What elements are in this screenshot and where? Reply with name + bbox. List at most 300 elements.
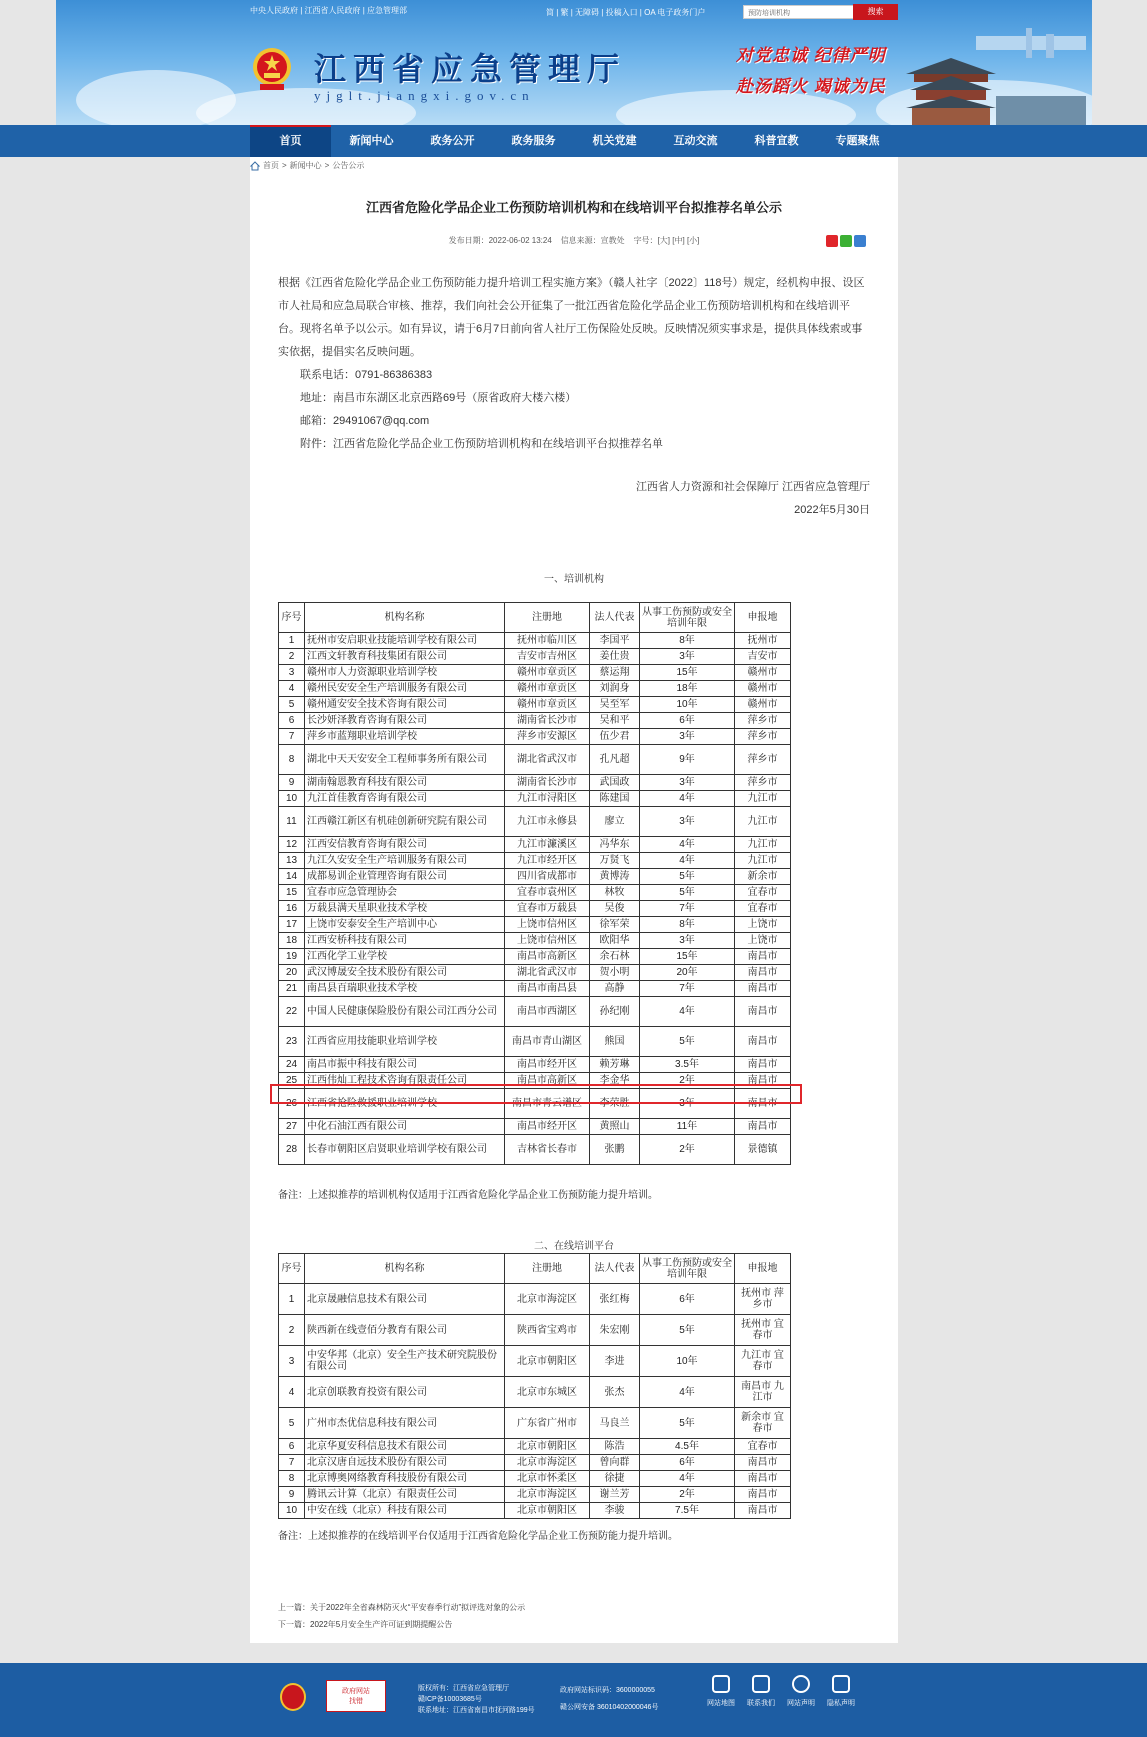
site-footer	[0, 1663, 1147, 1737]
table-cell: 南昌市	[735, 949, 791, 965]
section-1-title: 一、培训机构	[544, 574, 604, 585]
table-cell: 南昌市	[735, 965, 791, 981]
table-cell: 陈建国	[590, 791, 640, 807]
table-cell: 萍乡市	[735, 713, 791, 729]
table-cell: 5	[279, 1408, 305, 1439]
table-cell: 23	[279, 1027, 305, 1057]
table-row	[279, 807, 791, 837]
breadcrumb	[250, 160, 364, 171]
footer-copyright: 版权所有：江西省应急管理厅	[418, 1685, 509, 1692]
footer-codes	[560, 1685, 658, 1713]
gov-site-badge[interactable]	[326, 1680, 386, 1712]
table-cell: 南昌市青山湖区	[505, 1027, 590, 1057]
table-cell: 26	[279, 1089, 305, 1119]
table-cell: 廖立	[590, 807, 640, 837]
table-cell: 徐捷	[590, 1471, 640, 1487]
table-cell: 萍乡市安源区	[505, 729, 590, 745]
table-cell: 4年	[640, 837, 735, 853]
table-cell: 南昌市	[735, 1119, 791, 1135]
table-cell: 孙纪刚	[590, 997, 640, 1027]
table-cell: 万贤飞	[590, 853, 640, 869]
table-cell: 16	[279, 901, 305, 917]
contact-email: 邮箱：29491067@qq.com	[300, 415, 430, 427]
table-cell: 9	[279, 1487, 305, 1503]
table-cell: 南昌市南昌县	[505, 981, 590, 997]
party-logo-icon	[280, 1683, 306, 1711]
contact-phone: 联系电话：0791-86386383	[300, 369, 433, 381]
table-cell: 赣州市章贡区	[505, 697, 590, 713]
table-cell: 2	[279, 1315, 305, 1346]
table-cell: 武国政	[590, 775, 640, 791]
statement-link[interactable]	[786, 1675, 816, 1708]
table-cell: 8	[279, 1471, 305, 1487]
table-cell: 谢兰芳	[590, 1487, 640, 1503]
table-cell: 南昌市	[735, 1057, 791, 1073]
table-cell: 赣州市	[735, 681, 791, 697]
table-cell: 24	[279, 1057, 305, 1073]
table-cell: 18年	[640, 681, 735, 697]
table-cell: 吉安市	[735, 649, 791, 665]
table-cell: 4	[279, 681, 305, 697]
table-cell: 曾向群	[590, 1455, 640, 1471]
document-icon	[832, 1675, 850, 1693]
nav-topics[interactable]: 专题聚焦	[835, 135, 880, 147]
table-cell: 15年	[640, 949, 735, 965]
table-cell: 7	[279, 729, 305, 745]
table-cell: 九江首佳教育咨询有限公司	[305, 791, 505, 807]
table-cell: 7年	[640, 981, 735, 997]
table-cell: 湖北省武汉市	[505, 965, 590, 981]
table-cell: 萍乡市	[735, 775, 791, 791]
table-cell: 李金华	[590, 1073, 640, 1089]
table-cell: 李进	[590, 1346, 640, 1377]
table-header-cell: 机构名称	[305, 1254, 505, 1284]
font-size-large[interactable]: [大]	[657, 236, 671, 245]
table-header-cell: 注册地	[505, 603, 590, 633]
table-cell: 熊国	[590, 1027, 640, 1057]
table-cell: 九江市	[735, 853, 791, 869]
table-cell: 3年	[640, 729, 735, 745]
breadcrumb-news[interactable]: 新闻中心	[289, 161, 322, 170]
table-cell: 黄博涛	[590, 869, 640, 885]
nav-interaction[interactable]: 互动交流	[673, 135, 718, 147]
table-cell: 27	[279, 1119, 305, 1135]
table-row	[279, 965, 791, 981]
table-cell: 九江市濂溪区	[505, 837, 590, 853]
table-cell: 5	[279, 697, 305, 713]
table-cell: 九江市	[735, 837, 791, 853]
table-row	[279, 791, 791, 807]
table-cell: 张红梅	[590, 1284, 640, 1315]
table-cell: 张鹏	[590, 1135, 640, 1165]
table-cell: 新余市	[735, 869, 791, 885]
site-title: 江西省应急管理厅	[314, 50, 627, 88]
table-cell: 12	[279, 837, 305, 853]
breadcrumb-sep: >	[282, 161, 287, 170]
table-cell: 上饶市安泰安全生产培训中心	[305, 917, 505, 933]
table-cell: 4年	[640, 791, 735, 807]
table-cell: 1	[279, 1284, 305, 1315]
table-cell: 南昌市	[735, 1487, 791, 1503]
table-cell: 马良兰	[590, 1408, 640, 1439]
table-cell: 吉安市吉州区	[505, 649, 590, 665]
table-cell: 19	[279, 949, 305, 965]
table-cell: 南昌市	[735, 1073, 791, 1089]
search-button[interactable]: 搜索	[853, 4, 898, 20]
table-cell: 7	[279, 1455, 305, 1471]
table-cell: 腾讯云计算（北京）有限责任公司	[305, 1487, 505, 1503]
table-cell: 南昌市	[735, 1471, 791, 1487]
table-cell: 萍乡市蓝翔职业培训学校	[305, 729, 505, 745]
table-cell: 李骏	[590, 1503, 640, 1519]
main-nav	[0, 125, 1147, 157]
table-header-cell: 序号	[279, 603, 305, 633]
table-cell: 南昌市经开区	[505, 1057, 590, 1073]
table-cell: 抚州市安启职业技能培训学校有限公司	[305, 633, 505, 649]
privacy-link[interactable]	[826, 1675, 856, 1708]
table-cell: 江西化学工业学校	[305, 949, 505, 965]
breadcrumb-sep: >	[324, 161, 330, 170]
table-row	[279, 1057, 791, 1073]
table-cell: 3年	[640, 933, 735, 949]
table-cell: 朱宏刚	[590, 1315, 640, 1346]
nav-home[interactable]: 首页	[250, 125, 331, 157]
table-cell: 冯华东	[590, 837, 640, 853]
table-cell: 余石林	[590, 949, 640, 965]
table-row	[279, 1315, 791, 1346]
table-row	[279, 1284, 791, 1315]
footer-police[interactable]: 赣公网安备 36010402000046号	[560, 1704, 659, 1711]
table-header-cell: 机构名称	[305, 603, 505, 633]
table-cell: 伍少君	[590, 729, 640, 745]
table-row	[279, 1503, 791, 1519]
nav-gov-info[interactable]: 政务公开	[430, 135, 475, 147]
chat-icon	[792, 1675, 810, 1693]
table-cell: 中安在线（北京）科技有限公司	[305, 1503, 505, 1519]
table-cell: 赣州市	[735, 665, 791, 681]
footer-address: 联系地址：江西省南昌市抚河路199号	[418, 1707, 535, 1714]
table-cell: 吴和平	[590, 713, 640, 729]
top-links-right[interactable]: 简 | 繁 | 无障碍 | 投稿入口 | OA 电子政务门户	[546, 8, 706, 17]
table-cell: 萍乡市	[735, 729, 791, 745]
table-row	[279, 713, 791, 729]
table-cell: 7年	[640, 901, 735, 917]
table-row	[279, 729, 791, 745]
table-cell: 2年	[640, 1135, 735, 1165]
slogan-line-2: 赴汤蹈火 竭诚为民	[736, 77, 886, 96]
footer-icp[interactable]: 赣ICP备10003685号	[418, 1696, 482, 1703]
table-cell: 5年	[640, 1315, 735, 1346]
table-cell: 赣州市章贡区	[505, 681, 590, 697]
table-cell: 上饶市	[735, 933, 791, 949]
table-cell: 5年	[640, 885, 735, 901]
table-row	[279, 775, 791, 791]
info-source: 信息来源：宣教处	[560, 236, 625, 245]
table-cell: 北京市海淀区	[505, 1284, 590, 1315]
table-cell: 南昌市	[735, 1027, 791, 1057]
search-input[interactable]: 预防培训机构	[743, 5, 883, 19]
table-row	[279, 1346, 791, 1377]
table-row	[279, 1408, 791, 1439]
section-2-title: 二、在线培训平台	[534, 1241, 614, 1252]
table-row	[279, 665, 791, 681]
table-cell: 南昌市高新区	[505, 1073, 590, 1089]
table-cell: 新余市 宜春市	[735, 1408, 791, 1439]
more-share-icon[interactable]	[854, 235, 866, 247]
table-header-cell: 从事工伤预防或安全培训年限	[640, 603, 735, 633]
statement-label: 网站声明	[787, 1700, 815, 1707]
table-cell: 九江市永修县	[505, 807, 590, 837]
table-cell: 抚州市	[735, 633, 791, 649]
table-cell: 南昌市西湖区	[505, 997, 590, 1027]
font-size-medium[interactable]: [中]	[672, 236, 685, 245]
table-row	[279, 949, 791, 965]
pavilion-illustration	[906, 26, 1086, 125]
table-cell: 刘润身	[590, 681, 640, 697]
table-cell: 18	[279, 933, 305, 949]
table-header-cell: 申报地	[735, 603, 791, 633]
table-cell: 湖南翰恩教育科技有限公司	[305, 775, 505, 791]
table-cell: 上饶市信州区	[505, 933, 590, 949]
table-row	[279, 1119, 791, 1135]
table-cell: 11年	[640, 1119, 735, 1135]
table-row	[279, 997, 791, 1027]
table-cell: 广东省广州市	[505, 1408, 590, 1439]
table-cell: 江西安信教育咨询有限公司	[305, 837, 505, 853]
table-row	[279, 1471, 791, 1487]
table-cell: 赣州通安安全技术咨询有限公司	[305, 697, 505, 713]
table-cell: 1	[279, 633, 305, 649]
table-cell: 九江市经开区	[505, 853, 590, 869]
table-row	[279, 649, 791, 665]
table-cell: 上饶市	[735, 917, 791, 933]
table-cell: 吉林省长春市	[505, 1135, 590, 1165]
table-cell: 3年	[640, 649, 735, 665]
table-cell: 北京市海淀区	[505, 1487, 590, 1503]
table-row	[279, 885, 791, 901]
font-size-small[interactable]: [小]	[686, 236, 700, 245]
table-cell: 宜春市	[735, 901, 791, 917]
table-cell: 南昌市高新区	[505, 949, 590, 965]
table-cell: 九江久安安全生产培训服务有限公司	[305, 853, 505, 869]
table-cell: 20年	[640, 965, 735, 981]
table-cell: 宜春市袁州区	[505, 885, 590, 901]
table-header-row	[279, 1254, 791, 1284]
table-cell: 15	[279, 885, 305, 901]
gov-site-label: 政府网站	[342, 1688, 370, 1695]
table-cell: 江西伟灿工程技术咨询有限责任公司	[305, 1073, 505, 1089]
breadcrumb-home[interactable]: 首页	[263, 161, 279, 170]
table-cell: 6年	[640, 713, 735, 729]
table-cell: 江西文轩教育科技集团有限公司	[305, 649, 505, 665]
nav-news[interactable]: 新闻中心	[349, 135, 394, 147]
table-cell: 高静	[590, 981, 640, 997]
signature-orgs: 江西省人力资源和社会保障厅 江西省应急管理厅	[635, 481, 870, 493]
table-cell: 北京晟融信息技术有限公司	[305, 1284, 505, 1315]
table-cell: 7.5年	[640, 1503, 735, 1519]
table-cell: 陕西新在线壹佰分教育有限公司	[305, 1315, 505, 1346]
table-cell: 九江市	[735, 807, 791, 837]
table-cell: 10	[279, 1503, 305, 1519]
table-cell: 抚州市临川区	[505, 633, 590, 649]
table-cell: 南昌市	[735, 1089, 791, 1119]
table-cell: 湖南省长沙市	[505, 775, 590, 791]
table-cell: 北京市朝阳区	[505, 1439, 590, 1455]
nav-party[interactable]: 机关党建	[592, 135, 637, 147]
table-row	[279, 917, 791, 933]
top-bar	[56, 0, 1092, 20]
site-header	[56, 0, 1092, 125]
table-cell: 4年	[640, 853, 735, 869]
table-cell: 4年	[640, 997, 735, 1027]
table-cell: 5年	[640, 1027, 735, 1057]
top-links-left[interactable]: 中央人民政府 | 江西省人民政府 | 应急管理部	[250, 6, 408, 15]
table-cell: 南昌市	[735, 981, 791, 997]
table-cell: 万载县满天星职业技术学校	[305, 901, 505, 917]
table-cell: 广州市杰优信息科技有限公司	[305, 1408, 505, 1439]
table-cell: 赣州市人力资源职业培训学校	[305, 665, 505, 681]
table-cell: 徐军荣	[590, 917, 640, 933]
table-row	[279, 1027, 791, 1057]
table-cell: 3	[279, 1346, 305, 1377]
table-cell: 江西安桥科技有限公司	[305, 933, 505, 949]
article-meta	[250, 235, 898, 246]
table-cell: 中化石油江西有限公司	[305, 1119, 505, 1135]
table-row	[279, 901, 791, 917]
table-row	[279, 681, 791, 697]
table-cell: 北京市怀柔区	[505, 1471, 590, 1487]
table-cell: 6	[279, 713, 305, 729]
table-cell: 21	[279, 981, 305, 997]
attachment-line: 附件：江西省危险化学品企业工伤预防培训机构和在线培训平台拟推荐名单	[300, 438, 663, 450]
breadcrumb-notice[interactable]: 公告公示	[332, 161, 365, 170]
footer-info	[418, 1683, 535, 1716]
table-cell: 南昌市 九江市	[735, 1377, 791, 1408]
table-cell: 4年	[640, 1471, 735, 1487]
table-cell: 11	[279, 807, 305, 837]
sitemap-icon	[712, 1675, 730, 1693]
table-cell: 赖芳琳	[590, 1057, 640, 1073]
table-cell: 抚州市 宜春市	[735, 1315, 791, 1346]
contact-address: 地址：南昌市东湖区北京西路69号（原省政府大楼六楼）	[300, 392, 577, 404]
table-cell: 北京市东城区	[505, 1377, 590, 1408]
sitemap-link[interactable]	[706, 1675, 736, 1708]
table-cell: 江西省抢险救援职业培训学校	[305, 1089, 505, 1119]
nav-education[interactable]: 科普宣教	[754, 135, 799, 147]
table-cell: 九江市浔阳区	[505, 791, 590, 807]
table-cell: 景德镇	[735, 1135, 791, 1165]
table-cell: 6年	[640, 1455, 735, 1471]
table-cell: 14	[279, 869, 305, 885]
contact-link[interactable]	[746, 1675, 776, 1708]
next-article-link[interactable]: 下一篇：2022年5月安全生产许可证到期提醒公告	[278, 1620, 453, 1629]
table-cell: 宜春市	[735, 885, 791, 901]
table-cell: 28	[279, 1135, 305, 1165]
monitor-icon	[752, 1675, 770, 1693]
table-cell: 北京华夏安科信息技术有限公司	[305, 1439, 505, 1455]
wechat-share-icon[interactable]	[840, 235, 852, 247]
table-cell: 宜春市应急管理协会	[305, 885, 505, 901]
table-cell: 陕西省宝鸡市	[505, 1315, 590, 1346]
body-paragraph: 根据《江西省危险化学品企业工伤预防能力提升培训工程实施方案》（赣人社字〔2022〕118号）规定，经机构申报、设区市人社局和应急局联合审核、推荐，我们向社会公开征集了一批江西省危险化学品企业工伤预防培训机构和在线培训平台。现将名单予以公示。如有异议，请于6月7日前向省人社厅工伤保险处反映。反映情况须实事求是，提供具体线索或事实依据，提倡实名反映问题。	[278, 277, 865, 358]
table-cell: 8	[279, 745, 305, 775]
table-cell: 5年	[640, 869, 735, 885]
table-row	[279, 1439, 791, 1455]
table-cell: 北京博奥网络教育科技股份有限公司	[305, 1471, 505, 1487]
publish-date: 发布日期：2022-06-02 13:24	[448, 236, 552, 245]
home-icon	[250, 161, 260, 171]
table-row	[279, 1455, 791, 1471]
table-cell: 吴至军	[590, 697, 640, 713]
table-row	[279, 837, 791, 853]
table-cell: 10	[279, 791, 305, 807]
table-cell: 南昌市经开区	[505, 1119, 590, 1135]
table-cell: 姜仕贵	[590, 649, 640, 665]
share-bar	[826, 235, 866, 247]
table-cell: 4.5年	[640, 1439, 735, 1455]
table-row	[279, 853, 791, 869]
table-cell: 北京创联教育投资有限公司	[305, 1377, 505, 1408]
table-cell: 5年	[640, 1408, 735, 1439]
table-cell: 中国人民健康保险股份有限公司江西分公司	[305, 997, 505, 1027]
table-cell: 25	[279, 1073, 305, 1089]
table-cell: 9	[279, 775, 305, 791]
table-cell: 6	[279, 1439, 305, 1455]
table-cell: 上饶市信州区	[505, 917, 590, 933]
table-cell: 蔡运翔	[590, 665, 640, 681]
table-cell: 4年	[640, 1377, 735, 1408]
table-cell: 北京市海淀区	[505, 1455, 590, 1471]
prev-article-link[interactable]: 上一篇：关于2022年全省森林防灭火“平安春季行动”拟评选对象的公示	[278, 1603, 526, 1612]
table-cell: 22	[279, 997, 305, 1027]
article-body	[278, 272, 870, 456]
table-cell: 湖南省长沙市	[505, 713, 590, 729]
table-cell: 长春市朝阳区启贤职业培训学校有限公司	[305, 1135, 505, 1165]
font-size-label: 字号：	[633, 236, 658, 245]
table-cell: 欧阳华	[590, 933, 640, 949]
table-header-cell: 从事工伤预防或安全培训年限	[640, 1254, 735, 1284]
table-cell: 抚州市 萍乡市	[735, 1284, 791, 1315]
table-cell: 宜春市	[735, 1439, 791, 1455]
table-cell: 20	[279, 965, 305, 981]
gov-site-sub: 找错	[349, 1698, 363, 1705]
national-emblem-icon	[252, 46, 292, 92]
table-cell: 南昌市	[735, 1455, 791, 1471]
table-cell: 宜春市万载县	[505, 901, 590, 917]
table-cell: 15年	[640, 665, 735, 681]
table-cell: 4	[279, 1377, 305, 1408]
table-header-cell: 注册地	[505, 1254, 590, 1284]
table-row	[279, 981, 791, 997]
nav-services[interactable]: 政务服务	[511, 135, 556, 147]
table-cell: 2	[279, 649, 305, 665]
table-cell: 赣州市	[735, 697, 791, 713]
table-cell: 3.5年	[640, 1057, 735, 1073]
table-row	[279, 1135, 791, 1165]
table-cell: 李国平	[590, 633, 640, 649]
table-cell: 南昌县百瑞职业技术学校	[305, 981, 505, 997]
table-cell: 北京市朝阳区	[505, 1503, 590, 1519]
table-row	[279, 869, 791, 885]
table-cell: 陈浩	[590, 1439, 640, 1455]
table-row	[279, 745, 791, 775]
table-cell: 四川省成都市	[505, 869, 590, 885]
table-cell: 成都易训企业管理咨询有限公司	[305, 869, 505, 885]
table-cell: 2年	[640, 1487, 735, 1503]
section-2-note: 备注：上述拟推荐的在线培训平台仅适用于江西省危险化学品企业工伤预防能力提升培训。	[278, 1531, 678, 1542]
table-cell: 湖北省武汉市	[505, 745, 590, 775]
weibo-share-icon[interactable]	[826, 235, 838, 247]
